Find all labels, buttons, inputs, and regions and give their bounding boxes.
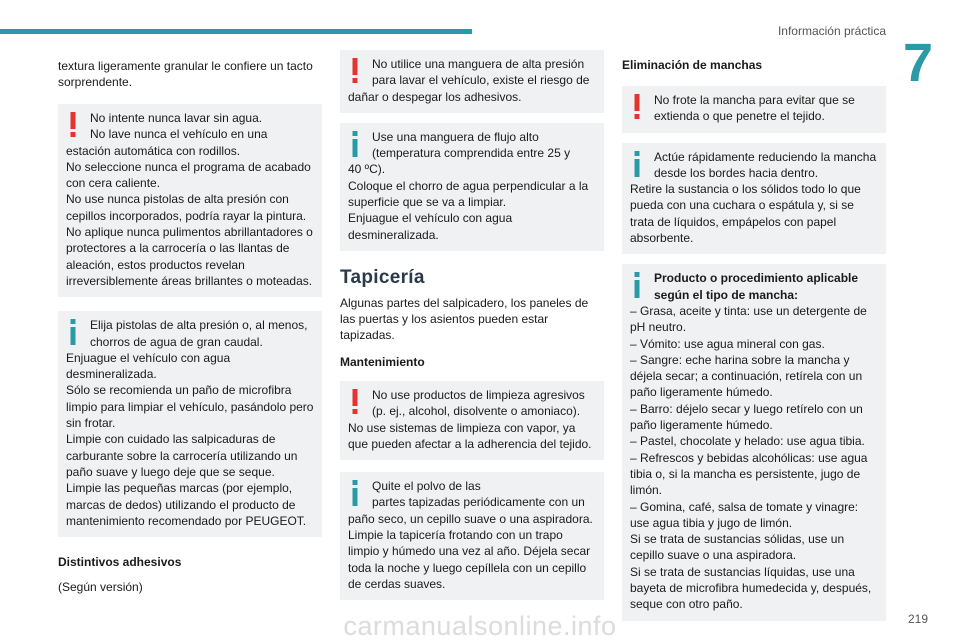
warning-icon (67, 112, 79, 138)
section-heading: Distintivos adhesivos (58, 555, 182, 570)
info-text-body: 40 ºC). Coloque el chorro de agua perpendicular a la superficie que se va a limpiar. Enjuague el vehículo con agua desmineralizada. (348, 162, 589, 242)
info-text: Use una manguera de flujo alto (temperatura comprendida entre 25 y (372, 129, 571, 161)
upholstery-intro: Algunas partes del salpicadero, los paneles de las puertas y los asientos pueden estar tapizadas. (340, 295, 589, 342)
version-note: (Según versión) (58, 580, 143, 595)
chapter-number: 7 (903, 33, 934, 93)
info-text: Elija pistolas de alta presión o, al menos, chorros de agua de gran caudal. (90, 318, 308, 349)
warning-box (58, 104, 322, 297)
info-box (340, 472, 604, 600)
column-1 (58, 58, 322, 595)
section-heading: Mantenimiento (340, 354, 425, 369)
info-heading: Producto o procedimiento aplicable según el tipo de mancha: (654, 271, 859, 302)
info-icon (67, 319, 79, 345)
page-number: 219 (907, 612, 928, 626)
warning-text: No use productos de limpieza agresivos (p. ej., alcohol, disolvente o amoniaco). (372, 387, 585, 419)
warning-icon (631, 94, 643, 120)
info-text-body: – Grasa, aceite y tinta: use un detergente de pH neutro. – Vómito: use agua mineral con gas. – Sangre: eche harina sobre la mancha y déjela secar; a continuación, retírela con un paño ligeramente húmedo. – Barro: déjelo secar y luego retírelo con un paño ligeramente húmedo. – Pastel, chocolate y helado: use agua tibia. – Refrescos y bebidas alcohólicas: use agua tibia o, si la mancha es persistente, jugo de limón. – Gomina, café, salsa de tomate y vinagre: use agua tibia y jugo de limón. Si se trata de sustancias sólidas, use un cepillo suave o una aspiradora. Si se trata de sustancias líquidas, use una bayeta de microfibra humedecida y, después, seque con otro paño. (630, 303, 872, 612)
info-text-body: Enjuague el vehículo con agua desmineralizada. Sólo se recomienda un paño de microfibra limpio para limpiar el vehículo, pasándolo pero sin frotar. Limpie con cuidado las salpicaduras de carburante sobre la carrocería utilizando un paño suave y luego deje que se seque. Limpie las pequeñas marcas (por ejemplo, marcas de dedos) utilizando el producto de mantenimiento recomendado por PEUGEOT. (66, 350, 314, 528)
warning-box (340, 50, 604, 113)
info-text-body: paño seco, un cepillo suave o una aspiradora. Limpie la tapicería frotando con un trapo limpio y húmedo una vez al año. Déjela secar toda la noche y luego cepíllela con un cepillo de cerdas suaves. (348, 511, 593, 591)
info-box (622, 264, 886, 620)
info-box (622, 143, 886, 255)
watermark: carmanualsonline.info (343, 611, 617, 641)
warning-text: No frote la mancha para evitar que se extienda o que penetre el tejido. (654, 93, 855, 124)
info-icon (349, 480, 361, 506)
warning-icon (349, 389, 361, 415)
info-text: Actúe rápidamente reduciendo la mancha desde los bordes hacia dentro. (654, 149, 877, 180)
section-title-upholstery: Tapicería (340, 266, 425, 288)
warning-text-body: estación automática con rodillos. No seleccione nunca el programa de acabado con cera caliente. No use nunca pistolas de alta presión con cepillos incorporados, podría rayar la pintura. No aplique nunca pulimentos abrillantadores o protectores a la carrocería o las llantas de aleación, estos productos revelan irreversiblemente áreas brillantes o moteadas. (66, 143, 313, 288)
column-3 (622, 58, 886, 621)
info-text: Quite el polvo de las partes tapizadas periódicamente con un (372, 479, 585, 510)
column-2 (340, 50, 604, 600)
warning-text: No intente nunca lavar sin agua. No lave nunca el vehículo en una (90, 111, 268, 142)
intro-text: textura ligeramente granular le confiere un tacto sorprendente. (58, 59, 313, 89)
info-text-body: Retire la sustancia o los sólidos todo lo que pueda con una cuchara o espátula y, si se trata de líquidos, empápelos con papel absorbente. (630, 182, 861, 246)
section-heading: Eliminación de manchas (622, 58, 763, 72)
warning-box (340, 381, 604, 460)
info-box (58, 311, 322, 537)
section-title: Información práctica (777, 24, 886, 38)
warning-icon (349, 58, 361, 84)
info-icon (349, 131, 361, 157)
info-icon (631, 272, 643, 298)
warning-text: No utilice una manguera de alta presión para lavar el vehículo, existe el riesgo de (372, 57, 590, 88)
info-icon (631, 151, 643, 177)
warning-text-body: dañar o despegar los adhesivos. (348, 89, 522, 104)
warning-box (622, 86, 886, 133)
warning-text-body: No use sistemas de limpieza con vapor, ya que pueden afectar a la adherencia del tejido. (348, 420, 592, 451)
header-accent-bar (0, 29, 472, 34)
info-box (340, 123, 604, 251)
